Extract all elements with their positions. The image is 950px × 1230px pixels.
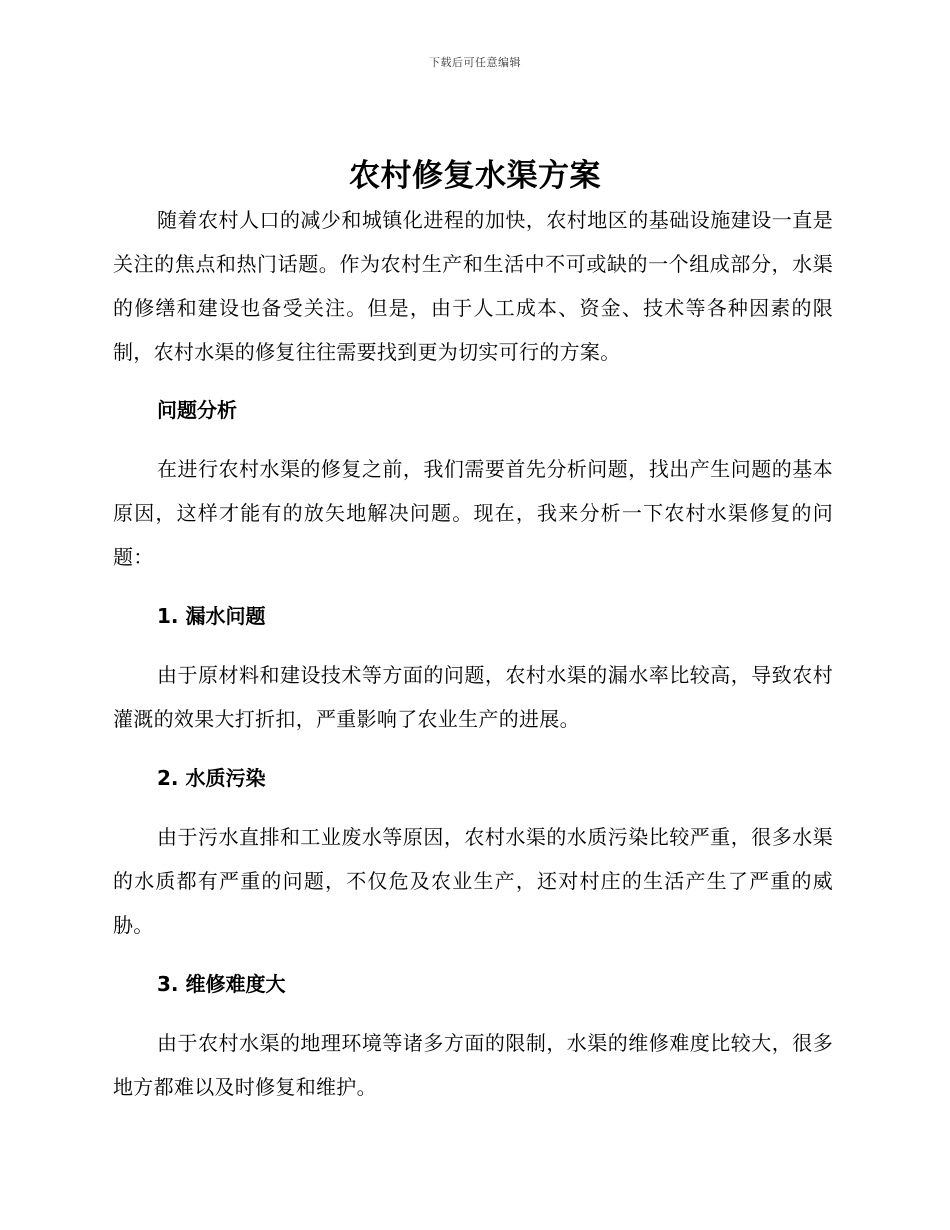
document-title: 农村修复水渠方案: [349, 158, 601, 194]
issue1-heading: 1. 漏水问题: [157, 604, 266, 628]
issue2-paragraph: 由于污水直排和工业废水等原因，农村水渠的水质污染比较严重，很多水渠的水质都有严重的问题，不仅危及农业生产，还对村庄的生活产生了严重的威胁。: [113, 825, 833, 937]
analysis-heading: 问题分析: [157, 398, 237, 422]
document-body: [113, 198, 833, 1109]
analysis-paragraph: 在进行农村水渠的修复之前，我们需要首先分析问题，找出产生问题的基本原因，这样才能有的放矢地解决问题。现在，我来分析一下农村水渠修复的问题：: [113, 457, 833, 569]
header-note: 下载后可任意编辑: [429, 56, 521, 69]
issue3-paragraph: 由于农村水渠的地理环境等诸多方面的限制，水渠的维修难度比较大，很多地方都难以及时修复和维护。: [113, 1031, 833, 1099]
issue2-heading: 2. 水质污染: [157, 766, 266, 790]
issue1-paragraph: 由于原材料和建设技术等方面的问题，农村水渠的漏水率比较高，导致农村灌溉的效果大打折扣，严重影响了农业生产的进展。: [113, 663, 833, 731]
intro-paragraph: 随着农村人口的减少和城镇化进程的加快，农村地区的基础设施建设一直是关注的焦点和热门话题。作为农村生产和生活中不可或缺的一个组成部分，水渠的修缮和建设也备受关注。但是，由于人工成本、资金、技术等各种因素的限制，农村水渠的修复往往需要找到更为切实可行的方案。: [113, 208, 833, 364]
issue3-heading: 3. 维修难度大: [157, 972, 286, 996]
